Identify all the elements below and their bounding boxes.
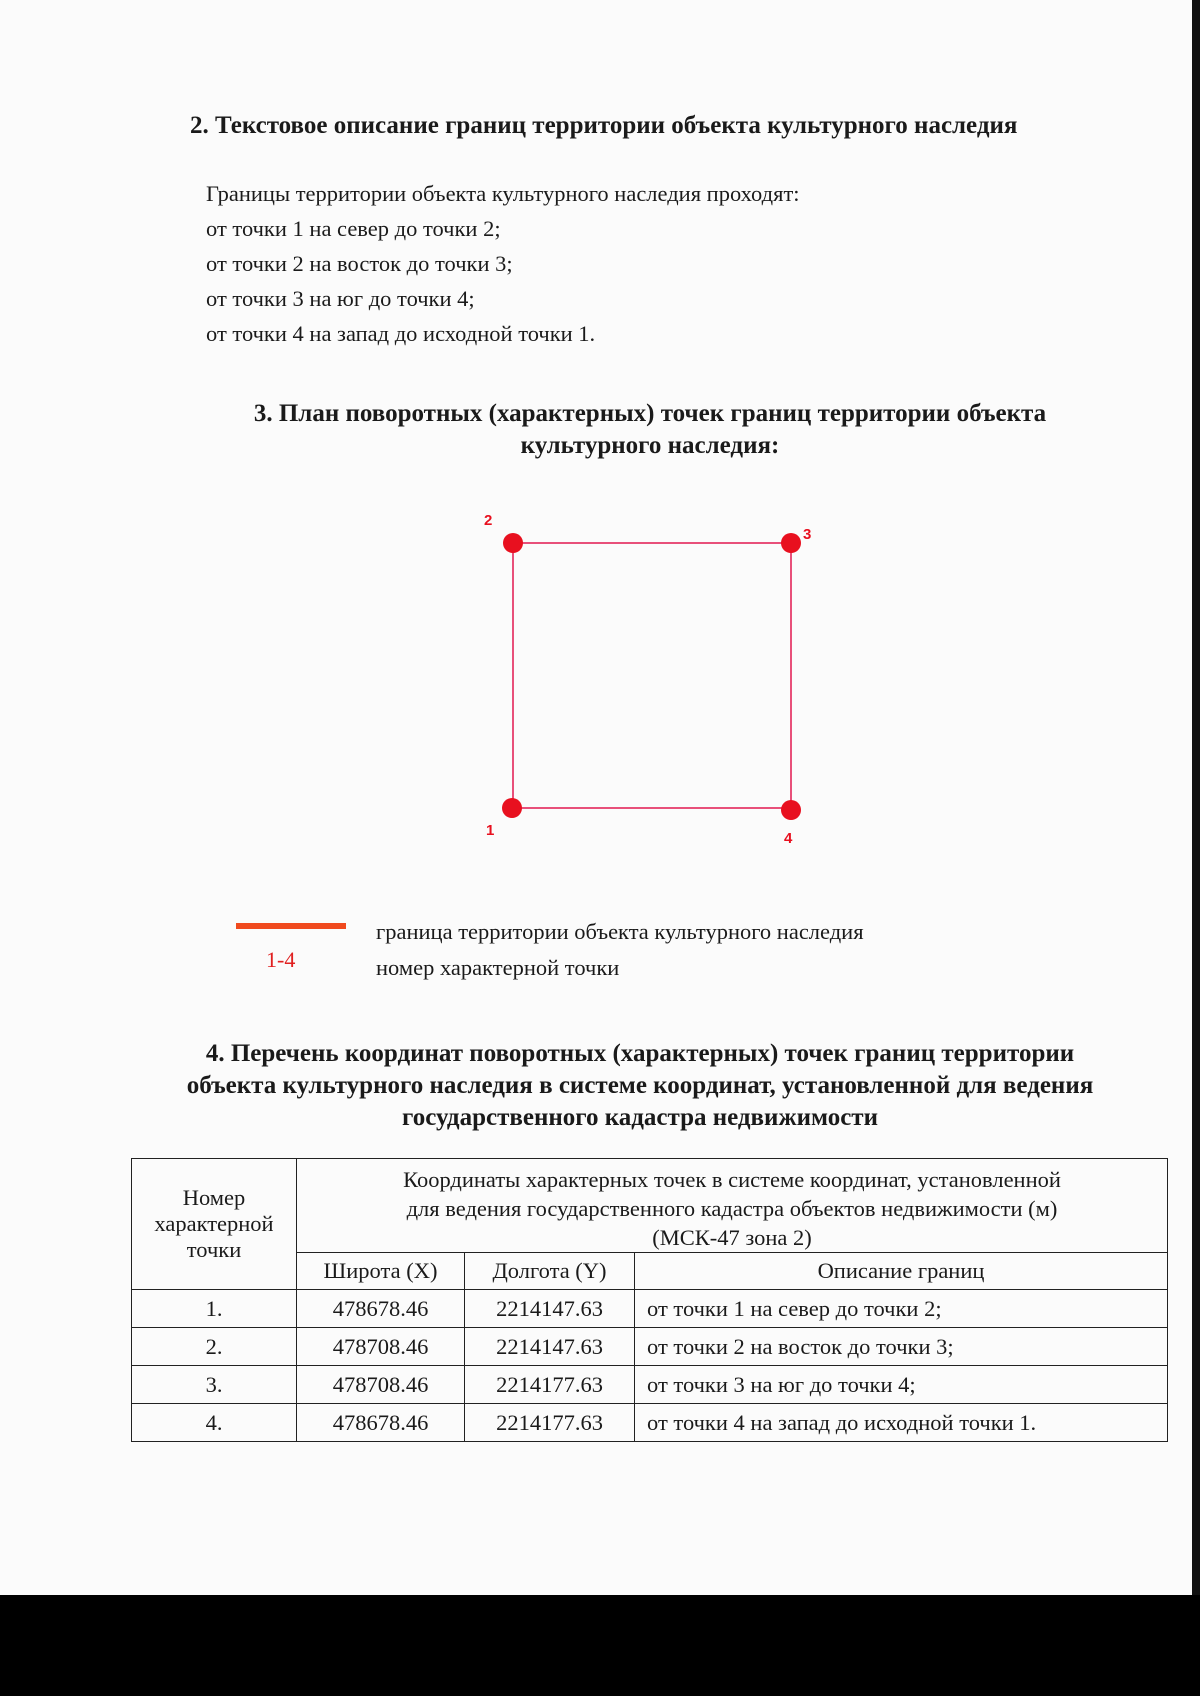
table-row [132, 1404, 1168, 1442]
cell-x: 478678.46 [297, 1290, 465, 1328]
section3-heading [190, 398, 1110, 462]
cell-description: от точки 2 на восток до точки 3; [635, 1328, 1168, 1366]
legend-point-number-text: номер характерной точки [376, 955, 620, 980]
coordinates-table [131, 1158, 1168, 1442]
section4-heading-line: 4. Перечень координат поворотных (характерных) точек границ территории [205, 1040, 1075, 1067]
header-coordinates-group [297, 1159, 1168, 1253]
header-point-number [132, 1159, 297, 1290]
legend-point-number-symbol: 1-4 [266, 947, 296, 972]
cell-y: 2214177.63 [465, 1404, 635, 1442]
cell-description: от точки 4 на запад до исходной точки 1. [635, 1404, 1168, 1442]
header-group-line: Координаты характерных точек в системе координат, установленной [403, 1167, 1061, 1192]
point-4-label: 4 [784, 830, 793, 847]
cell-point-number: 3. [132, 1366, 297, 1404]
header-point-number-line: характерной [154, 1211, 274, 1236]
point-4-marker [781, 800, 801, 820]
point-2-label: 2 [484, 512, 493, 529]
description-line: от точки 2 на восток до точки 3; [206, 251, 513, 276]
header-group-line: (МСК-47 зона 2) [652, 1225, 812, 1250]
cell-point-number: 4. [132, 1404, 297, 1442]
boundary-edge-west [512, 542, 514, 808]
point-1-marker [502, 798, 522, 818]
description-line: от точки 3 на юг до точки 4; [206, 286, 475, 311]
cell-point-number: 2. [132, 1328, 297, 1366]
header-latitude-x: Широта (X) [297, 1253, 465, 1290]
scan-edge [1192, 0, 1200, 1595]
cell-y: 2214147.63 [465, 1290, 635, 1328]
table-row [132, 1328, 1168, 1366]
cell-description: от точки 3 на юг до точки 4; [635, 1366, 1168, 1404]
header-longitude-y: Долгота (Y) [465, 1253, 635, 1290]
cell-y: 2214147.63 [465, 1328, 635, 1366]
section4-heading-line: государственного кадастра недвижимости [402, 1104, 878, 1131]
cell-y: 2214177.63 [465, 1366, 635, 1404]
point-2-marker [503, 533, 523, 553]
section4-heading-line: объекта культурного наследия в системе координат, установленной для ведения [186, 1072, 1094, 1099]
section2-heading: 2. Текстовое описание границ территории объекта культурного наследия [190, 112, 1018, 139]
section3-heading-line: культурного наследия: [520, 432, 780, 459]
table-row [132, 1366, 1168, 1404]
legend-boundary-line-symbol [236, 923, 346, 929]
cell-x: 478708.46 [297, 1366, 465, 1404]
boundary-edge-north [514, 542, 790, 544]
section3-heading-line: 3. План поворотных (характерных) точек границ территории объекта [253, 400, 1047, 427]
description-line: Границы территории объекта культурного наследия проходят: [206, 181, 800, 206]
header-point-number-line: точки [186, 1237, 242, 1262]
point-3-label: 3 [803, 526, 812, 543]
legend-boundary-text: граница территории объекта культурного наследия [376, 919, 864, 944]
section4-heading [120, 1038, 1160, 1134]
cell-x: 478678.46 [297, 1404, 465, 1442]
boundary-edge-south [512, 807, 792, 809]
header-group-line: для ведения государственного кадастра объектов недвижимости (м) [406, 1196, 1058, 1221]
header-boundary-description: Описание границ [635, 1253, 1168, 1290]
boundary-edge-east [790, 542, 792, 810]
section2-description [206, 176, 1106, 351]
legend-text [376, 914, 864, 986]
cell-description: от точки 1 на север до точки 2; [635, 1290, 1168, 1328]
description-line: от точки 1 на север до точки 2; [206, 216, 501, 241]
cell-x: 478708.46 [297, 1328, 465, 1366]
point-3-marker [781, 533, 801, 553]
cell-point-number: 1. [132, 1290, 297, 1328]
boundary-plan [470, 500, 810, 860]
point-1-label: 1 [486, 822, 495, 839]
table-row [132, 1290, 1168, 1328]
description-line: от точки 4 на запад до исходной точки 1. [206, 321, 596, 346]
header-point-number-line: Номер [182, 1185, 246, 1210]
scan-bottom-band [0, 1595, 1200, 1696]
